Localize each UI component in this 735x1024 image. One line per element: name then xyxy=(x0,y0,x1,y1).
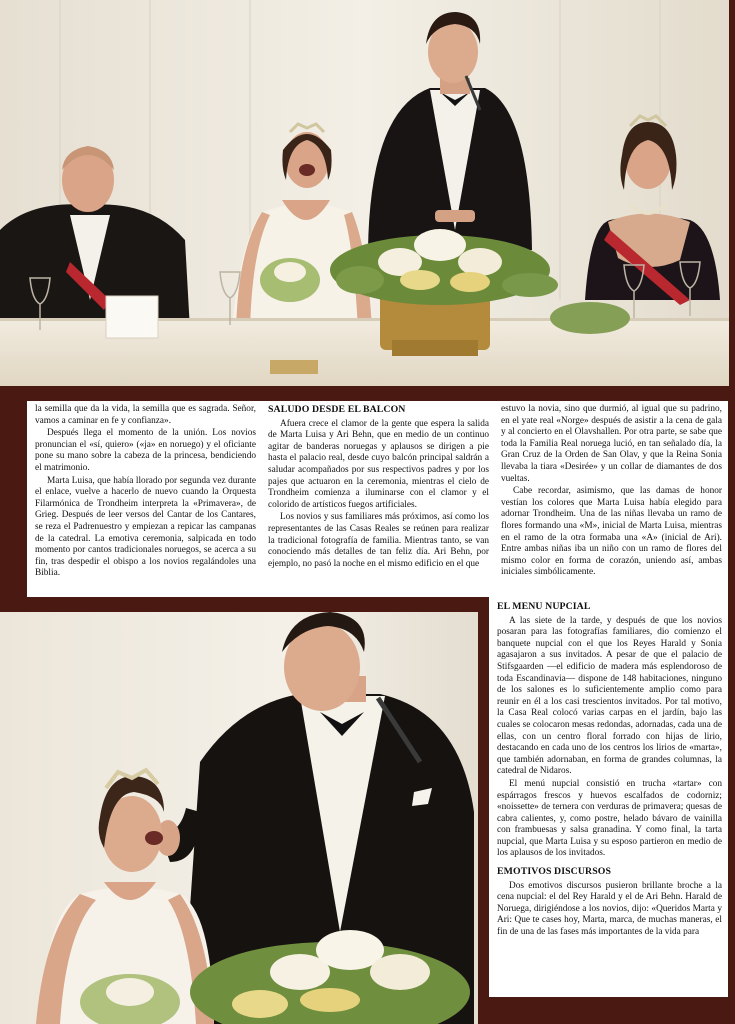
article-text-box xyxy=(27,401,728,597)
article-columns xyxy=(35,404,722,581)
paragraph: Marta Luisa, que había llorado por segunda vez durante el enlace, vuelve a hacerlo de nuevo cuando la Orquesta Filarmónica de Trondheim interpreta la «Primavera», de Grieg. Después de leer versos del Cantar de los Cantares, se reza el Padrenuestro y empiezan a repicar las campanas de la catedral. La emotiva ceremonia, salpicada en todo momento por cantos tradicionales noruegos, se acerca a su fin, tras despedir el obispo a los novios regalándoles una Biblia. xyxy=(35,475,256,579)
paragraph: Cabe recordar, asimismo, que las damas de honor vestían los colores que Marta Luisa había elegido para adornar Trondheim. Una de las niñas llevaba un ramo de flores formando una «M», inicial de Marta Luisa, mientras en el ramo de la otra formaba una «A» (inicial de Ari). Entre ambas niñas iba un niño con un ramo de flores del mismo color en forma de corazón, uniendo así, ambas iniciales simbólicamente. xyxy=(501,486,722,578)
paragraph: A las siete de la tarde, y después de que los novios posaran para las fotografías familiares, dio comienzo el banquete nupcial con el que los Reyes Harald y Sonia agasajaron a sus invitados. A pesar de que el palacio de Stifsgaarden —el edificio de madera más esplendoroso de toda Escandinavia— dispone de 148 habitaciones, ninguno de los salones es lo suficientemente amplio como para reunir en él a los casi trescientos invitados. Por tal motivo, la Casa Real colocó varias carpas en el jardín, bajo las cuales se colocaron mesas redondas, adornadas, cada una de ellas, con un centro floral forrado con hijas de lirio, destacando en cada uno de los centros los lirios de «marta», que también adornaban, en forma de grandes columnas, la catedral de Nidaros. xyxy=(497,615,722,777)
photo-bottom-illustration xyxy=(0,612,478,1024)
section-heading-saludo: SALUDO DESDE EL BALCON xyxy=(268,404,406,415)
paragraph: estuvo la novia, sino que durmió, al igual que su padrino, en el yate real «Norge» después de asistir a la cena de gala y al concierto en el Olavshallen. Por otra parte, se sabe que toda la Familia Real noruega lució, en tan señalado día, la Gran Cruz de la Orden de San Olav, y que la Reina Sonia llevaba la tiara «Desirée» y un collar de diamantes de dos vueltas. xyxy=(501,404,722,484)
section-heading-emotivos: EMOTIVOS DISCURSOS xyxy=(497,866,612,878)
article-column-1 xyxy=(35,404,256,581)
article-side-text-box xyxy=(489,597,728,997)
paragraph: Los novios y sus familiares más próximos, así como los representantes de las Casas Reales se reúnen para realizar la tradicional fotografía de familia. Mientras tanto, se van conociendo más detalles de tan feliz día. Ari Behn, por ejemplo, no pasó la noche en el mismo edificio en el que xyxy=(268,512,489,569)
paragraph: Después llega el momento de la unión. Los novios pronuncian el «sí, quiero» («ja» en noruego) y el oficiante pone su mano sobre la cabeza de la princesa, bendiciendo el matrimonio. xyxy=(35,428,256,473)
article-column-2 xyxy=(268,404,489,581)
section-heading-menu: EL MENU NUPCIAL xyxy=(497,601,591,612)
article-column-4 xyxy=(497,601,722,939)
paragraph: El menú nupcial consistió en trucha «tartar» con espárragos frescos y huevos escalfados de codorniz; «noissette» de ternera con verduras de primavera; quesas de cabra calientes, y, como postre, helado bávaro de vainilla con frambuesas y salsa granadina. Y como final, la tarta nupcial, que Marta Luisa y su esposo partieron en medio de los aplausos de los invitados. xyxy=(497,778,722,859)
paragraph: Afuera crece el clamor de la gente que espera la salida de Marta Luisa y Ari Behn, que en medio de un continuo agitar de banderas noruegas y aplausos se dirigen a pie hasta el palacio real, desde cuyo balcón principal saldrán a saludar acompañados por sus respectivos padres y por los pajes que actuaron en la ceremonia, mientras el cielo de Trondheim comienza a iluminarse con el clamor y el colorido de artísticos fuegos artificiales. xyxy=(268,418,489,510)
paragraph: Dos emotivos discursos pusieron brillante broche a la cena nupcial: el del Rey Harald y el de Ari Behn. Harald de Noruega, dirigiéndose a los novios, dijo: «Queridos Marta y Ari: Que te cases hoy, Marta, marca, de muchas maneras, el fin de una de las fases más importantes de la vida para xyxy=(497,880,722,938)
paragraph: la semilla que da la vida, la semilla que es sagrada. Señor, vamos a caminar en fe y confianza». xyxy=(35,404,256,426)
photo-royal-banquet-table xyxy=(0,0,729,386)
photo-bride-and-groom xyxy=(0,612,478,1024)
article-column-3 xyxy=(501,404,722,581)
photo-top-illustration xyxy=(0,0,729,386)
